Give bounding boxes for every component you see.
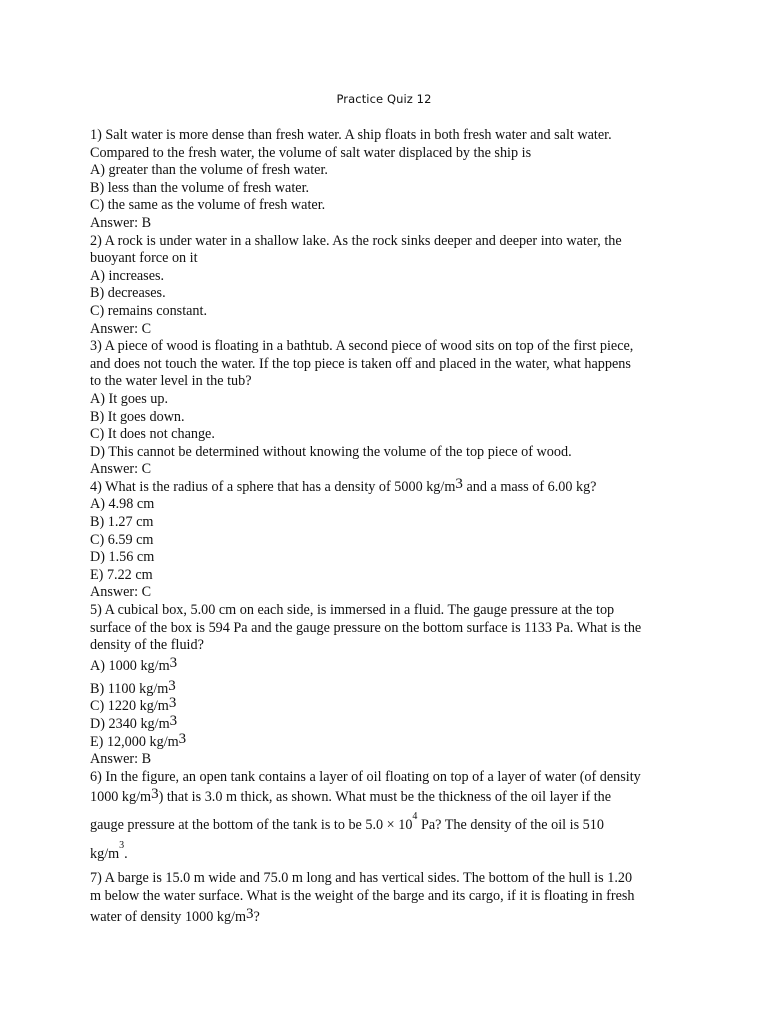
text-line: B) 1.27 cm (90, 514, 154, 531)
text-line: buoyant force on it (90, 250, 198, 267)
exponent: 3 (169, 713, 178, 729)
text-line: B) It goes down. (90, 408, 185, 425)
text-segment: E) 12,000 kg/m (90, 733, 179, 750)
text-segment: kg/m (90, 846, 120, 863)
text-line (90, 786, 690, 812)
page-title: Practice Quiz 12 (336, 92, 432, 106)
text-segment: C) 1220 kg/m (90, 698, 169, 715)
text-segment: ) that is 3.0 m thick, as shown. What must be the thickness of the oil layer if the (158, 789, 612, 806)
text-line: E) 7.22 cm (90, 566, 153, 583)
exponent: 3 (455, 475, 463, 492)
exponent: 3 (178, 730, 187, 747)
text-line (90, 695, 690, 716)
text-line: C) It does not change. (90, 426, 215, 443)
text-line: A) greater than the volume of fresh water. (90, 162, 328, 179)
exponent: 3 (168, 695, 177, 712)
text-segment: water of density 1000 kg/m (90, 908, 247, 925)
text-segment: ? (253, 908, 260, 925)
text-line: D) 1.56 cm (90, 549, 155, 566)
text-segment: 4) What is the radius of a sphere that has a density of 5000 kg/m (90, 478, 456, 495)
text-line (90, 730, 690, 752)
text-segment: . (124, 846, 128, 863)
text-line: A) 4.98 cm (90, 496, 155, 513)
text-segment: and a mass of 6.00 kg? (462, 478, 597, 495)
text-line: 3) A piece of wood is floating in a bathtub. A second piece of wood sits on top of the first piece, (90, 338, 634, 355)
answer-line: Answer: B (90, 214, 152, 231)
text-segment: B) 1100 kg/m (90, 680, 169, 697)
exponent: 3 (119, 840, 125, 852)
text-line (90, 812, 690, 841)
text-line (90, 677, 690, 699)
answer-line: Answer: C (90, 584, 152, 601)
text-line: C) 6.59 cm (90, 531, 154, 548)
text-line: C) the same as the volume of fresh water. (90, 197, 326, 214)
text-segment: D) 2340 kg/m (90, 716, 170, 732)
text-line: surface of the box is 594 Pa and the gauge pressure on the bottom surface is 1133 Pa. What is the (90, 619, 642, 636)
text-line (90, 841, 690, 870)
text-line: B) less than the volume of fresh water. (90, 179, 310, 196)
text-line: and does not touch the water. If the top piece is taken off and placed in the water, what happens (90, 355, 631, 372)
text-line: D) This cannot be determined without knowing the volume of the top piece of wood. (90, 443, 572, 460)
text-line: A) It goes up. (90, 390, 169, 407)
exponent: 3 (151, 786, 159, 803)
text-line (90, 655, 690, 681)
text-line: density of the fluid? (90, 637, 204, 654)
text-segment: 1000 kg/m (90, 789, 152, 806)
exponent: 4 (412, 811, 418, 823)
text-line: C) remains constant. (90, 302, 208, 319)
text-line (90, 475, 690, 497)
answer-line: Answer: B (90, 751, 152, 768)
exponent: 3 (246, 905, 254, 922)
text-segment: gauge pressure at the bottom of the tank is to be 5.0 × 10 (90, 817, 413, 834)
exponent: 3 (168, 677, 176, 694)
answer-line: Answer: C (90, 320, 152, 337)
text-line: Compared to the fresh water, the volume of salt water displaced by the ship is (90, 144, 532, 161)
text-line: to the water level in the tub? (90, 373, 252, 390)
quiz-body (90, 127, 690, 932)
text-segment: Pa? The density of the oil is 510 (417, 817, 604, 834)
text-line: 6) In the figure, an open tank contains a layer of oil floating on top of a layer of water (of density (90, 768, 641, 785)
text-line: 2) A rock is under water in a shallow lake. As the rock sinks deeper and deeper into water, the (90, 232, 622, 249)
text-line: A) increases. (90, 267, 165, 284)
text-line: 5) A cubical box, 5.00 cm on each side, is immersed in a fluid. The gauge pressure at the top (90, 602, 615, 619)
text-line: 1) Salt water is more dense than fresh water. A ship floats in both fresh water and salt water. (90, 127, 612, 143)
answer-line: Answer: C (90, 461, 152, 478)
exponent: 3 (169, 654, 178, 671)
text-line: 7) A barge is 15.0 m wide and 75.0 m long and has vertical sides. The bottom of the hull is 1.20 (90, 870, 633, 887)
text-segment: A) 1000 kg/m (90, 657, 170, 674)
text-line (90, 906, 690, 932)
text-line: m below the water surface. What is the weight of the barge and its cargo, if it is floating in fresh (90, 887, 635, 904)
text-line: B) decreases. (90, 285, 166, 302)
